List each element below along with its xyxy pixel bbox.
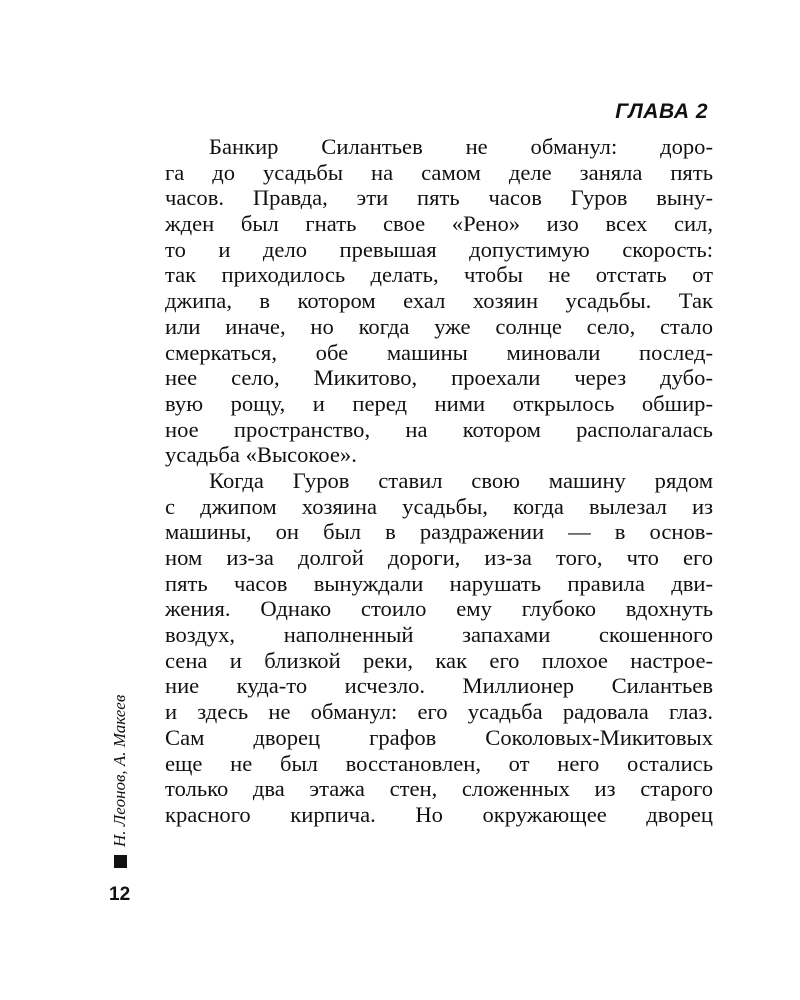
text-line: Сам дворец графов Соколовых-Микитовых: [165, 724, 713, 750]
running-header: [110, 695, 130, 868]
text-line: только два этажа стен, сложенных из старого: [165, 776, 713, 802]
text-line: жения. Однако стоило ему глубоко вдохнуть: [165, 596, 713, 622]
text-line: красного кирпича. Но окружающее дворец: [165, 801, 713, 827]
text-line: Банкир Силантьев не обманул: доро-: [209, 134, 713, 159]
chapter-title: ГЛАВА 2: [615, 100, 708, 123]
text-line: ном из-за долгой дороги, из-за того, что его: [165, 545, 713, 570]
text-line: воздух, наполненный запахами скошенного: [165, 622, 713, 648]
text-line: усадьба «Высокое».: [165, 442, 357, 468]
text-line: часов. Правда, эти пять часов Гуров выну-: [165, 185, 713, 211]
text-line: вую рощу, и перед ними открылось обшир-: [165, 390, 713, 416]
text-line: нее село, Микитово, проехали через дубо-: [165, 365, 713, 391]
text-line: ное пространство, на котором располагалась: [165, 416, 713, 442]
text-line: ние куда-то исчезло. Миллионер Силантьев: [165, 673, 713, 699]
text-line: с джипом хозяина усадьбы, когда вылезал из: [165, 493, 713, 519]
text-line: жден был гнать свое «Рено» изо всех сил,: [165, 211, 713, 237]
text-line: Когда Гуров ставил свою машину рядом: [209, 467, 713, 493]
text-line: еще не был восстановлен, от него остались: [165, 750, 713, 776]
text-line: смеркаться, обе машины миновали послед-: [165, 339, 713, 365]
author-names: Н. Леонов, А. Макеев: [110, 694, 129, 847]
text-line: сена и близкой реки, как его плохое настрое-: [165, 647, 713, 673]
text-line: джипа, в котором ехал хозяин усадьбы. Так: [165, 288, 713, 314]
text-line: и здесь не обманул: его усадьба радовала глаз.: [165, 699, 713, 725]
text-line: то и дело превышая допустимую скорость:: [165, 236, 713, 262]
text-line: га до усадьбы на самом деле заняла пять: [165, 159, 713, 185]
page-number: 12: [109, 884, 131, 905]
square-bullet-icon: [114, 855, 127, 868]
body-text: [165, 134, 713, 828]
text-line: так приходилось делать, чтобы не отстать от: [165, 262, 713, 288]
text-line: машины, он был в раздражении — в основ-: [165, 519, 713, 545]
text-line: или иначе, но когда уже солнце село, стало: [165, 313, 713, 339]
text-line: пять часов вынуждали нарушать правила дви-: [165, 570, 713, 596]
